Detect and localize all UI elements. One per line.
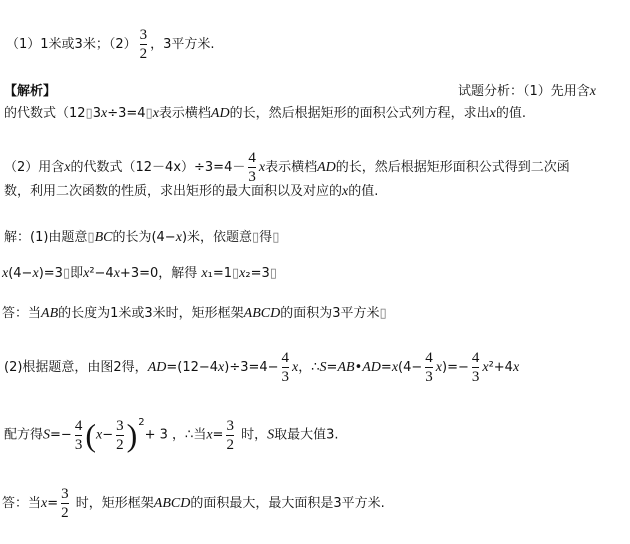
answer-part2: ，3平方米. bbox=[150, 37, 215, 52]
text: = bbox=[380, 360, 392, 375]
exponent: 2 bbox=[138, 416, 145, 428]
left-paren: ( bbox=[85, 417, 96, 453]
denominator: 2 bbox=[61, 505, 69, 521]
var-s: S bbox=[319, 360, 327, 375]
text: 的长为(4− bbox=[112, 230, 176, 245]
numerator: 4 bbox=[248, 150, 256, 166]
var-x: x bbox=[482, 360, 489, 375]
text: ₁=1 bbox=[207, 266, 232, 281]
text: + 3 ，∴当 bbox=[144, 427, 207, 443]
missing-char: ▯ bbox=[85, 106, 93, 121]
text: = bbox=[212, 427, 224, 443]
var-x: x bbox=[258, 160, 266, 175]
missing-char: ▯ bbox=[252, 230, 260, 245]
var-ab: AB bbox=[41, 306, 59, 321]
text: 的长度为1米或3米时，矩形框架 bbox=[58, 306, 244, 321]
right-paren: ) bbox=[126, 417, 138, 453]
denominator: 2 bbox=[116, 436, 124, 453]
text: 的值. bbox=[495, 106, 526, 121]
text: 的面积为3平方米 bbox=[280, 306, 380, 321]
text: )=3 bbox=[38, 266, 63, 281]
text: 3 bbox=[92, 106, 101, 121]
text: 答：当 bbox=[2, 306, 42, 321]
var-x: x bbox=[218, 360, 225, 375]
text: 的面积最大，最大面积是3平方米. bbox=[190, 496, 385, 511]
var-x: x bbox=[100, 106, 108, 121]
text: )=− bbox=[442, 360, 469, 375]
text: 答：当 bbox=[2, 496, 42, 511]
var-x: x bbox=[152, 106, 159, 121]
var-abcd: ABCD bbox=[153, 496, 191, 511]
text: ²+4 bbox=[488, 360, 513, 375]
sol1-line1 bbox=[4, 228, 279, 248]
var-x: x bbox=[292, 360, 299, 375]
numerator: 4 bbox=[281, 350, 290, 366]
var-x: x bbox=[2, 266, 9, 281]
text: +3=0，解得 bbox=[119, 266, 202, 281]
var-x: x bbox=[64, 160, 71, 175]
var-s: S bbox=[267, 427, 275, 443]
var-x: x bbox=[95, 427, 103, 443]
text: =− bbox=[50, 427, 72, 443]
text: ²−4 bbox=[89, 266, 114, 281]
denominator: 3 bbox=[425, 369, 433, 385]
denominator: 2 bbox=[226, 436, 234, 453]
var-x: x bbox=[589, 84, 596, 99]
missing-char: ▯ bbox=[62, 266, 71, 281]
numerator: 3 bbox=[139, 27, 148, 43]
text: = bbox=[326, 360, 338, 375]
text: • bbox=[354, 360, 363, 375]
text: 数，利用二次函数的性质，求出矩形的最大面积以及对应的 bbox=[4, 184, 343, 199]
fraction bbox=[226, 417, 234, 454]
numerator: 3 bbox=[116, 417, 124, 434]
denominator: 3 bbox=[74, 436, 83, 453]
var-x: x bbox=[201, 266, 208, 281]
var-x: x bbox=[32, 266, 39, 281]
text: = bbox=[47, 496, 59, 511]
text: )米，依题意 bbox=[181, 230, 253, 245]
var-x: x bbox=[512, 360, 520, 375]
text: 的值. bbox=[348, 184, 379, 199]
denominator: 3 bbox=[281, 369, 290, 385]
sol1-line2 bbox=[2, 264, 277, 284]
text: (2)根据题意，由图2得， bbox=[4, 360, 148, 375]
fraction bbox=[75, 417, 83, 454]
analysis-line2 bbox=[4, 104, 526, 124]
answer-part1: （1）1米或3米；（2） bbox=[6, 37, 137, 52]
text: 时，矩形框架 bbox=[71, 496, 154, 511]
var-bc: BC bbox=[94, 230, 113, 245]
text: 的代数式（12－4x）÷3=4－ bbox=[70, 160, 246, 175]
text: 取最大值3. bbox=[274, 427, 339, 443]
text: 表示横档 bbox=[158, 106, 211, 121]
text: 的长，然后根据矩形的面积公式列方程，求出 bbox=[229, 106, 490, 121]
var-x: x bbox=[489, 106, 496, 121]
var-x: x bbox=[113, 266, 120, 281]
var-x: x bbox=[239, 266, 246, 281]
numerator: 3 bbox=[226, 417, 234, 434]
missing-char: ▯ bbox=[231, 266, 240, 281]
analysis-intro bbox=[458, 82, 596, 102]
var-abcd: ABCD bbox=[243, 306, 281, 321]
missing-char: ▯ bbox=[272, 230, 280, 245]
fraction bbox=[140, 26, 148, 63]
text: （2）用含 bbox=[4, 160, 65, 175]
numerator: 4 bbox=[74, 417, 83, 434]
text: ，∴ bbox=[298, 360, 320, 375]
numerator: 3 bbox=[61, 486, 69, 502]
answer-line bbox=[6, 26, 215, 63]
text: )÷3=4− bbox=[224, 360, 279, 375]
text: (4− bbox=[8, 266, 33, 281]
missing-char: ▯ bbox=[269, 266, 277, 281]
fraction bbox=[282, 349, 290, 386]
text: 配方得 bbox=[4, 427, 44, 443]
var-ad: AD bbox=[210, 106, 230, 121]
var-ab: AB bbox=[337, 360, 355, 375]
fraction bbox=[61, 485, 69, 522]
fraction bbox=[472, 349, 480, 386]
numerator: 4 bbox=[425, 350, 433, 366]
text: 得 bbox=[259, 230, 273, 245]
var-x: x bbox=[391, 360, 399, 375]
text: 时， bbox=[236, 427, 268, 443]
intro-text: 试题分析：（1）先用含 bbox=[458, 84, 590, 99]
sol3-line bbox=[4, 412, 339, 460]
var-ad: AD bbox=[362, 360, 381, 375]
var-ad: AD bbox=[147, 360, 167, 375]
denominator: 3 bbox=[471, 369, 480, 385]
text: ÷3=4 bbox=[107, 106, 146, 121]
missing-char: ▯ bbox=[145, 106, 153, 121]
var-x: x bbox=[342, 184, 349, 199]
var-x: x bbox=[206, 427, 213, 443]
text: (4− bbox=[398, 360, 423, 375]
fraction bbox=[425, 349, 433, 386]
var-x: x bbox=[41, 496, 48, 511]
sol1-answer bbox=[2, 304, 387, 324]
var-x: x bbox=[175, 230, 182, 245]
analysis-label: 【解析】 bbox=[4, 84, 57, 99]
text: ₂=3 bbox=[245, 266, 270, 281]
text: =(12−4 bbox=[166, 360, 219, 375]
fraction bbox=[116, 417, 124, 454]
var-x: x bbox=[83, 266, 90, 281]
text: − bbox=[102, 427, 114, 443]
var-ad: AD bbox=[317, 160, 336, 175]
fraction bbox=[248, 149, 256, 186]
sol2-line bbox=[4, 346, 519, 390]
text: 即 bbox=[70, 266, 84, 281]
var-s: S bbox=[43, 427, 51, 443]
text: 的长，然后根据矩形面积公式得到二次函 bbox=[335, 160, 570, 175]
text: 表示横档 bbox=[265, 160, 318, 175]
text: 的代数式（12 bbox=[4, 106, 86, 121]
numerator: 4 bbox=[471, 350, 480, 366]
denominator: 2 bbox=[139, 46, 148, 62]
denominator: 3 bbox=[248, 169, 256, 185]
text: 解：(1)由题意 bbox=[4, 230, 88, 245]
sol4-line bbox=[2, 482, 385, 526]
missing-char: ▯ bbox=[379, 306, 387, 321]
var-x: x bbox=[435, 360, 442, 375]
part2-line2 bbox=[4, 182, 378, 202]
missing-char: ▯ bbox=[87, 230, 95, 245]
